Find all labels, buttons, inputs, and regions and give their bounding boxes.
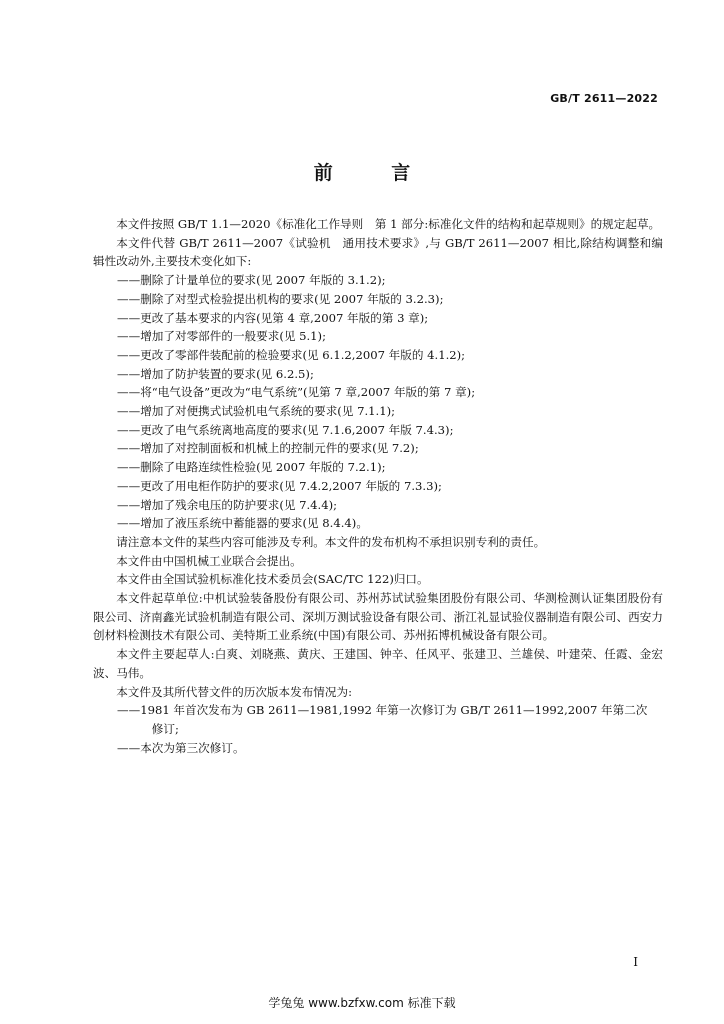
standard-number: GB/T 2611—2022: [550, 92, 658, 105]
history-item: [93, 739, 663, 758]
list-item: ——更改了零部件装配前的检验要求(见 6.1.2,2007 年版的 4.1.2);: [117, 347, 466, 362]
list-item: ——增加了对零部件的一般要求(见 5.1);: [117, 329, 326, 344]
paragraph: 本文件及其所代替文件的历次版本发布情况为:: [116, 684, 352, 699]
list-item: ——增加了残余电压的防护要求(见 7.4.4);: [117, 497, 338, 512]
paragraph: 本文件主要起草人:白爽、刘晓燕、黄庆、王建国、钟辛、任风平、张建卫、兰雄侯、叶建荣、任霞、金宏波、马伟。: [93, 647, 663, 680]
history-line-continued: 修订;: [151, 721, 179, 736]
paragraph: 本文件代替 GB/T 2611—2007《试验机 通用技术要求》,与 GB/T 2611—2007 相比,除结构调整和编辑性改动外,主要技术变化如下:: [93, 235, 663, 269]
paragraph: 请注意本文件的某些内容可能涉及专利。本文件的发布机构不承担识别专利的责任。: [116, 534, 546, 549]
paragraph: 本文件按照 GB/T 1.1—2020《标准化工作导则 第 1 部分:标准化文件的结构和起草规则》的规定起草。: [116, 217, 661, 231]
list-item: ——增加了防护装置的要求(见 6.2.5);: [117, 366, 314, 381]
document-body: [93, 215, 663, 757]
list-item: ——删除了电路连续性检验(见 2007 年版的 7.2.1);: [117, 460, 386, 475]
history-line: ——本次为第三次修订。: [117, 740, 245, 755]
list-item: ——更改了电气系统离地高度的要求(见 7.1.6,2007 年版 7.4.3);: [117, 422, 454, 437]
paragraph: 本文件由全国试验机标准化技术委员会(SAC/TC 122)归口。: [116, 572, 429, 587]
list-item: ——删除了对型式检验提出机构的要求(见 2007 年版的 3.2.3);: [117, 291, 444, 306]
history-item: [93, 701, 663, 738]
page-number: I: [633, 955, 638, 969]
history-line: ——1981 年首次发布为 GB 2611—1981,1992 年第一次修订为 GB/T 2611—1992,2007 年第二次: [117, 703, 648, 718]
list-item: ——将“电气设备”更改为“电气系统”(见第 7 章,2007 年版的第 7 章);: [117, 385, 476, 400]
page-title: 前 言: [313, 162, 437, 184]
list-item: ——更改了基本要求的内容(见第 4 章,2007 年版的第 3 章);: [117, 310, 429, 325]
list-item: ——增加了对便携式试验机电气系统的要求(见 7.1.1);: [117, 404, 396, 419]
list-item: ——删除了计量单位的要求(见 2007 年版的 3.1.2);: [117, 273, 386, 288]
list-item: ——增加了对控制面板和机械上的控制元件的要求(见 7.2);: [117, 441, 419, 456]
footer-watermark-text: 学兔兔 www.bzfxw.com 标准下载: [268, 996, 456, 1010]
paragraph: 本文件由中国机械工业联合会提出。: [116, 553, 302, 568]
list-item: ——增加了液压系统中蓄能器的要求(见 8.4.4)。: [117, 516, 368, 531]
paragraph: 本文件起草单位:中机试验装备股份有限公司、苏州苏试试验集团股份有限公司、华测检测认证集团股份有限公司、济南鑫光试验机制造有限公司、深圳万测试验设备有限公司、浙江礼显试验仪器制造有限公司、西安力创材料检测技术有限公司、美特斯工业系统(中国)有限公司、苏州拓博机械设备有限公司。: [93, 591, 663, 643]
list-item: ——更改了用电柜作防护的要求(见 7.4.2,2007 年版的 7.3.3);: [117, 478, 442, 493]
